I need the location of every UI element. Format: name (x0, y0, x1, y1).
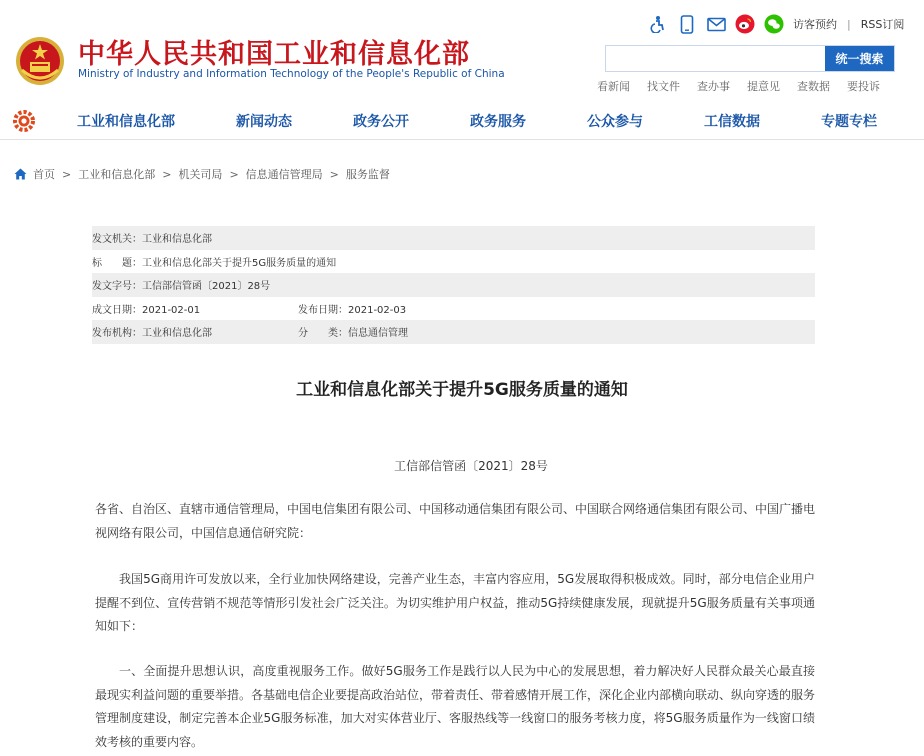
gear-logo-icon[interactable] (12, 109, 36, 133)
meta-issuer: 发文机关：工业和信息化部 (92, 234, 212, 246)
search-box (605, 45, 895, 72)
article-title: 工业和信息化部关于提升5G服务质量的通知 (296, 380, 628, 400)
top-link-separator: | (847, 17, 851, 31)
meta-org: 发布机构：工业和信息化部 (92, 328, 212, 340)
meta-row-org (92, 320, 815, 344)
breadcrumb-separator: > (62, 167, 72, 181)
quick-link-news[interactable]: 看新闻 (597, 80, 630, 93)
site-subtitle: Ministry of Industry and Information Technology of the People's Republic of China (78, 68, 505, 80)
home-icon[interactable] (14, 168, 27, 180)
nav-item-data[interactable]: 工信数据 (704, 114, 760, 130)
meta-row-title (92, 250, 815, 274)
mobile-icon[interactable] (677, 14, 697, 34)
breadcrumb-separator: > (229, 167, 239, 181)
quick-link-data[interactable]: 查数据 (797, 80, 830, 93)
quick-link-complaint[interactable]: 要投诉 (847, 80, 880, 93)
quick-link-services[interactable]: 查办事 (697, 80, 730, 93)
meta-row-doc-no (92, 273, 815, 297)
meta-category: 分 类：信息通信管理 (298, 328, 408, 340)
mail-icon[interactable] (706, 14, 726, 34)
search-input[interactable] (606, 46, 825, 71)
nav-item-news[interactable]: 新闻动态 (236, 114, 292, 130)
search-button[interactable]: 统一搜索 (825, 46, 894, 71)
meta-created-date: 成文日期：2021-02-01 (92, 304, 201, 316)
nav-item-gov-disclosure[interactable]: 政务公开 (353, 114, 409, 130)
top-toolbar (648, 14, 904, 34)
nav-item-ministry[interactable]: 工业和信息化部 (77, 114, 175, 130)
wechat-icon[interactable] (764, 14, 784, 34)
meta-title: 标 题：工业和信息化部关于提升5G服务质量的通知 (92, 257, 337, 269)
site-title[interactable]: 中华人民共和国工业和信息化部 (78, 39, 470, 70)
document-meta-table (92, 226, 815, 344)
breadcrumb-home[interactable]: 首页 (33, 168, 55, 181)
site-header (0, 0, 924, 100)
quick-link-feedback[interactable]: 提意见 (747, 80, 780, 93)
breadcrumb (14, 166, 390, 182)
article-recipients: 各省、自治区、直辖市通信管理局，中国电信集团有限公司、中国移动通信集团有限公司、中国联合网络通信集团有限公司、中国广播电视网络有限公司，中国信息通信研究院： (95, 502, 816, 540)
nav-item-gov-services[interactable]: 政务服务 (470, 114, 526, 130)
breadcrumb-service-supervision[interactable]: 服务监督 (345, 168, 390, 181)
article-intro-paragraph: 我国5G商用许可发放以来，全行业加快网络建设，完善产业生态，丰富内容应用，5G发展取得积极成效。同时，部分电信企业用户提醒不到位、宣传营销不规范等情形引发社会广泛关注。为切实维护用户权益，推动5G持续健康发展，现就提升5G服务质量有关事项通知如下： (95, 572, 815, 633)
quick-links (597, 78, 897, 94)
meta-row-issuer (92, 226, 815, 250)
accessibility-icon[interactable] (648, 14, 668, 34)
article-section-1: 一、全面提升思想认识，高度重视服务工作。做好5G服务工作是践行以人民为中心的发展思想，着力解决好人民群众最关心最直接最现实利益问题的重要举措。各基础电信企业要提高政治站位，带着责任、带着感情开展工作，深化企业内部横向联动、纵向穿透的服务管理制度建设，制定完善本企业5G服务标准，加大对实体营业厅、客服热线等一线窗口的服务考核力度，将5G服务质量作为一线窗口绩效考核的重要内容。 (95, 664, 816, 749)
breadcrumb-telecom-bureau[interactable]: 信息通信管理局 (245, 168, 323, 181)
nav-item-public-participation[interactable]: 公众参与 (587, 114, 643, 130)
national-emblem-icon[interactable] (14, 34, 66, 86)
weibo-icon[interactable] (735, 14, 755, 34)
meta-doc-number: 发文字号：工信部信管函〔2021〕28号 (92, 281, 271, 293)
rss-link[interactable]: RSS订阅 (860, 18, 905, 31)
visitor-appointment-link[interactable]: 访客预约 (793, 18, 837, 31)
quick-link-files[interactable]: 找文件 (647, 80, 680, 93)
nav-item-topics[interactable]: 专题专栏 (821, 114, 877, 130)
main-nav (0, 100, 924, 140)
breadcrumb-ministry[interactable]: 工业和信息化部 (78, 168, 156, 181)
breadcrumb-departments[interactable]: 机关司局 (178, 168, 223, 181)
article-doc-number: 工信部信管函〔2021〕28号 (394, 459, 548, 473)
meta-row-dates (92, 297, 815, 321)
breadcrumb-separator: > (329, 167, 339, 181)
meta-published-date: 发布日期：2021-02-03 (298, 304, 407, 316)
breadcrumb-separator: > (162, 167, 172, 181)
